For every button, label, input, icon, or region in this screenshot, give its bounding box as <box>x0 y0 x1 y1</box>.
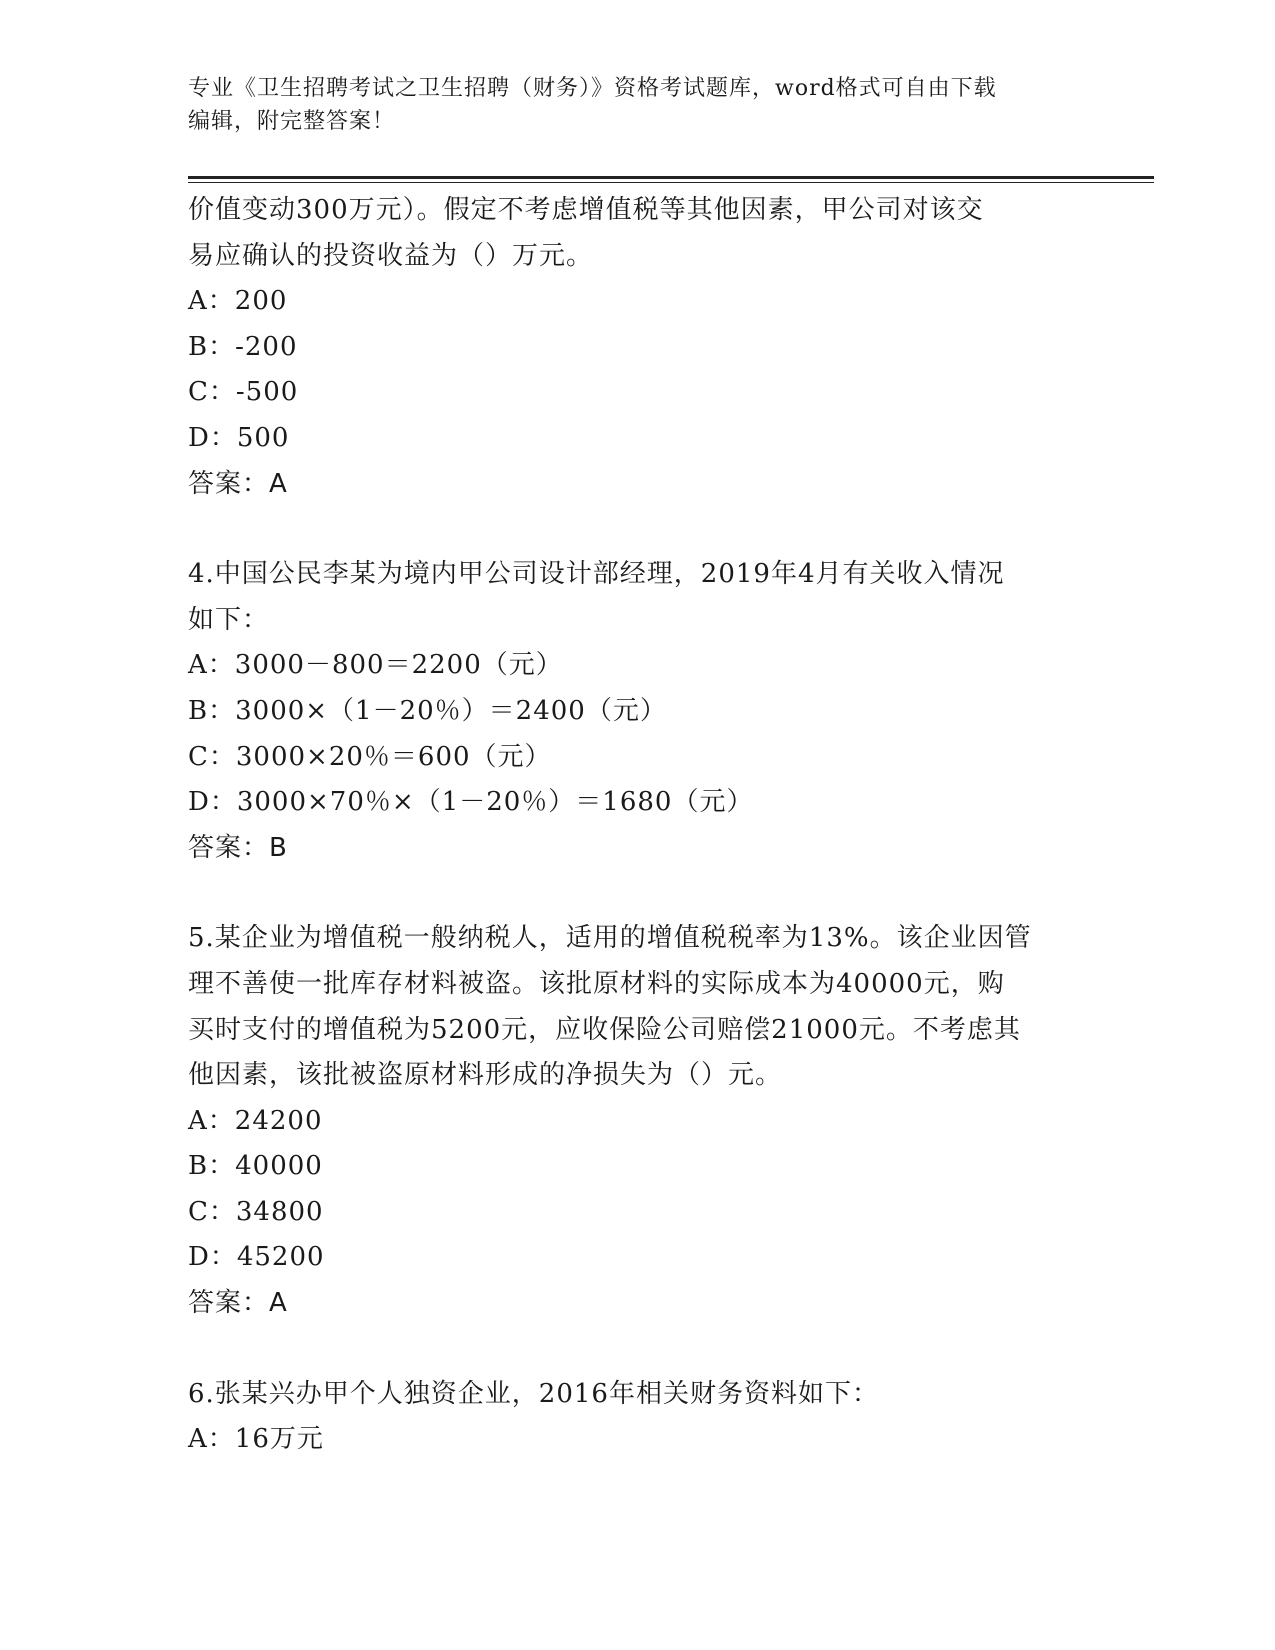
option-c: C：-500 <box>188 377 299 408</box>
question-stem-line: 6.张某兴办甲个人独资企业，2016年相关财务资料如下： <box>188 1378 879 1409</box>
question-list <box>188 188 1088 1463</box>
option-d: D：45200 <box>188 1242 325 1273</box>
question-stem-line: 他因素，该批被盗原材料形成的净损失为（）元。 <box>188 1060 783 1091</box>
question-5 <box>188 916 1088 1326</box>
question-stem-line: 理不善使一批库存材料被盗。该批原材料的实际成本为40000元，购 <box>188 968 1005 999</box>
question-stem-line: 易应确认的投资收益为（）万元。 <box>188 240 594 271</box>
option-a: A：24200 <box>188 1105 323 1136</box>
answer-line: 答案：A <box>188 468 288 499</box>
spacer <box>188 871 1088 916</box>
option-d: D：3000×70％×（1－20％）＝1680（元） <box>188 787 754 818</box>
answer-line: 答案：B <box>188 832 288 863</box>
option-b: B：3000×（1－20％）＝2400（元） <box>188 695 667 726</box>
question-stem-line: 如下： <box>188 604 270 635</box>
header-rule-thick <box>188 176 1154 179</box>
question-6 <box>188 1372 1088 1463</box>
spacer <box>188 1327 1088 1372</box>
option-a: A：16万元 <box>188 1424 324 1455</box>
header-line-2: 编辑，附完整答案！ <box>188 109 396 134</box>
header-line-1: 专业《卫生招聘考试之卫生招聘（财务）》资格考试题库，word格式可自由下载 <box>188 76 997 101</box>
option-b: B：-200 <box>188 331 298 362</box>
question-stem-line: 价值变动300万元）。假定不考虑增值税等其他因素，甲公司对该交 <box>188 195 984 225</box>
document-header <box>188 72 1088 138</box>
option-c: C：3000×20％＝600（元） <box>188 741 552 772</box>
question-stem-line: 5.某企业为增值税一般纳税人，适用的增值税税率为13%。该企业因管 <box>188 923 1032 954</box>
option-b: B：40000 <box>188 1151 323 1182</box>
header-rule-thin <box>188 182 1154 183</box>
option-a: A：200 <box>188 286 288 317</box>
question-4 <box>188 552 1088 871</box>
spacer <box>188 507 1088 552</box>
answer-line: 答案：A <box>188 1288 288 1319</box>
question-stem-line: 4.中国公民李某为境内甲公司设计部经理，2019年4月有关收入情况 <box>188 559 1005 590</box>
option-d: D：500 <box>188 422 290 453</box>
option-c: C：34800 <box>188 1196 324 1227</box>
question-3 <box>188 188 1088 507</box>
question-stem-line: 买时支付的增值税为5200元，应收保险公司赔偿21000元。不考虑其 <box>188 1014 1021 1045</box>
option-a: A：3000－800＝2200（元） <box>188 650 563 681</box>
